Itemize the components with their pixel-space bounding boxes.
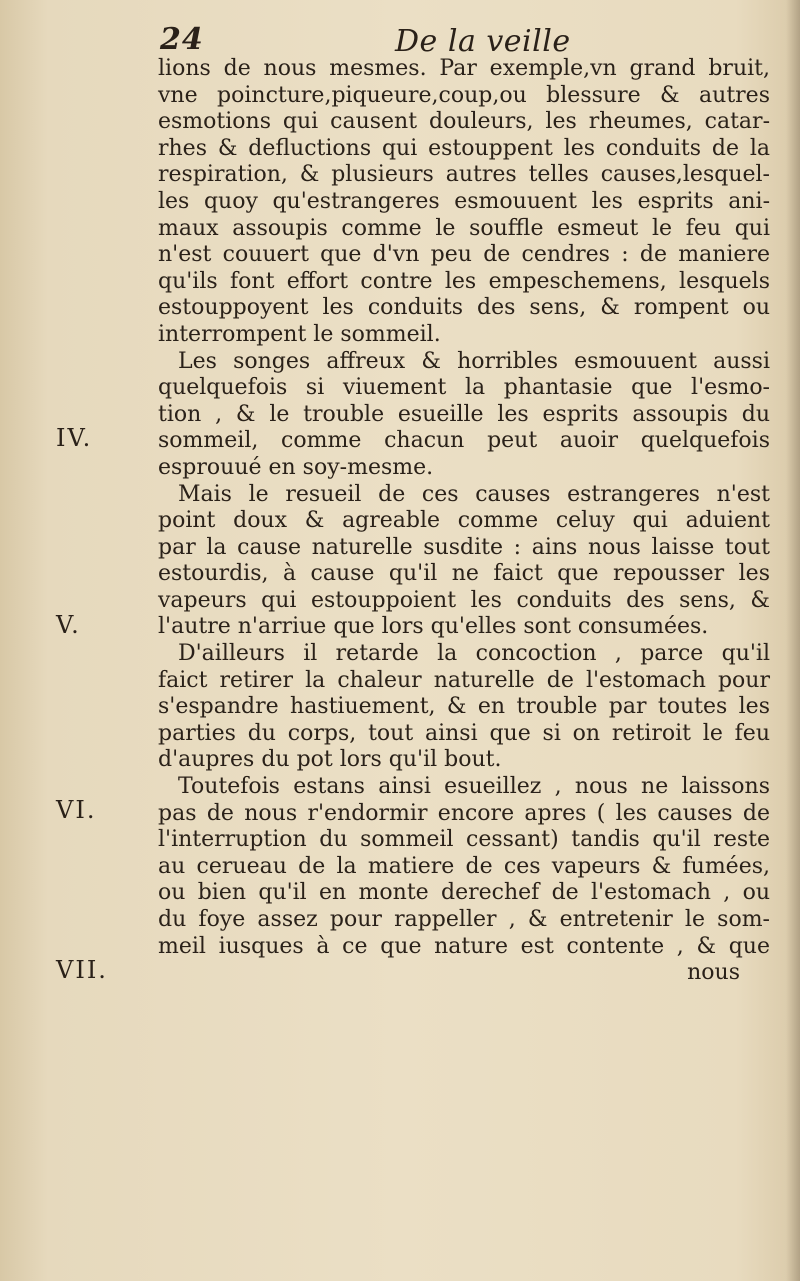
text-line: Les songes affreux & horribles esmouuent aussi: [178, 348, 770, 374]
text-line: respiration, & plusieurs autres telles causes,lesquel-: [158, 162, 770, 188]
text-line: D'ailleurs il retarde la concoction , parce qu'il: [178, 641, 770, 667]
text-line: quelquefois si viuement la phantasie que l'esmo-: [158, 375, 770, 401]
text-line: s'espandre hastiuement, & en trouble par toutes les: [158, 694, 770, 720]
text-line: vne poincture,piqueure,coup,ou blessure & autres: [158, 82, 770, 108]
text-line: vapeurs qui estouppoient les conduits des sens, &: [158, 587, 770, 613]
text-line: n'est couuert que d'vn peu de cendres : de maniere: [158, 242, 770, 268]
paragraph-marker: VI.: [56, 796, 97, 824]
paragraph-marker: V.: [56, 611, 81, 639]
paragraph-marker: IV.: [56, 424, 93, 452]
running-title: De la veille: [395, 24, 571, 59]
text-line: estouppoyent les conduits des sens, & rompent ou: [158, 295, 770, 321]
text-line: sommeil, comme chacun peut auoir quelquefois: [158, 428, 770, 454]
text-line: parties du corps, tout ainsi que si on retiroit le feu: [158, 720, 770, 746]
text-line: esprouué en soy-mesme.: [158, 454, 434, 480]
text-line: du foye assez pour rappeller , & entretenir le som-: [158, 907, 770, 932]
text-line: les quoy qu'estrangeres esmouuent les esprits ani-: [158, 188, 770, 214]
text-line: estourdis, à cause qu'il ne faict que repousser les: [158, 561, 770, 587]
text-line: l'interruption du sommeil cessant) tandis qu'il reste: [158, 827, 770, 853]
catchword: nous: [687, 960, 740, 986]
text-line: lions de nous mesmes. Par exemple,vn grand bruit,: [158, 56, 770, 81]
paragraph-marker: VII.: [56, 956, 108, 984]
text-line: tion , & le trouble esueille les esprits assoupis du: [158, 401, 770, 427]
text-line: Toutefois estans ainsi esueillez , nous ne laissons: [178, 774, 770, 800]
text-line: interrompent le sommeil.: [158, 321, 441, 347]
text-line: d'aupres du pot lors qu'il bout.: [158, 747, 502, 773]
text-line: au cerueau de la matiere de ces vapeurs & fumées,: [158, 853, 770, 879]
text-line: point doux & agreable comme celuy qui aduient: [158, 508, 770, 534]
page-number: 24: [160, 22, 204, 57]
text-line: Mais le resueil de ces causes estrangeres n'est: [178, 481, 770, 507]
text-line: l'autre n'arriue que lors qu'elles sont consumées.: [158, 614, 709, 640]
text-line: maux assoupis comme le souffle esmeut le feu qui: [158, 215, 770, 241]
text-line: ou bien qu'il en monte derechef de l'estomach , ou: [158, 880, 770, 906]
text-line: faict retirer la chaleur naturelle de l'estomach pour: [158, 667, 770, 693]
text-line: qu'ils font effort contre les empeschemens, lesquels: [158, 268, 770, 294]
text-line: esmotions qui causent douleurs, les rheumes, catar-: [158, 109, 770, 135]
text-line: pas de nous r'endormir encore apres ( les causes de: [158, 800, 770, 826]
text-line: meil iusques à ce que nature est contente , & que: [158, 933, 770, 959]
body-text: [130, 56, 770, 987]
text-line: rhes & defluctions qui estouppent les conduits de la: [158, 135, 770, 161]
text-line: par la cause naturelle susdite : ains nous laisse tout: [158, 534, 770, 560]
